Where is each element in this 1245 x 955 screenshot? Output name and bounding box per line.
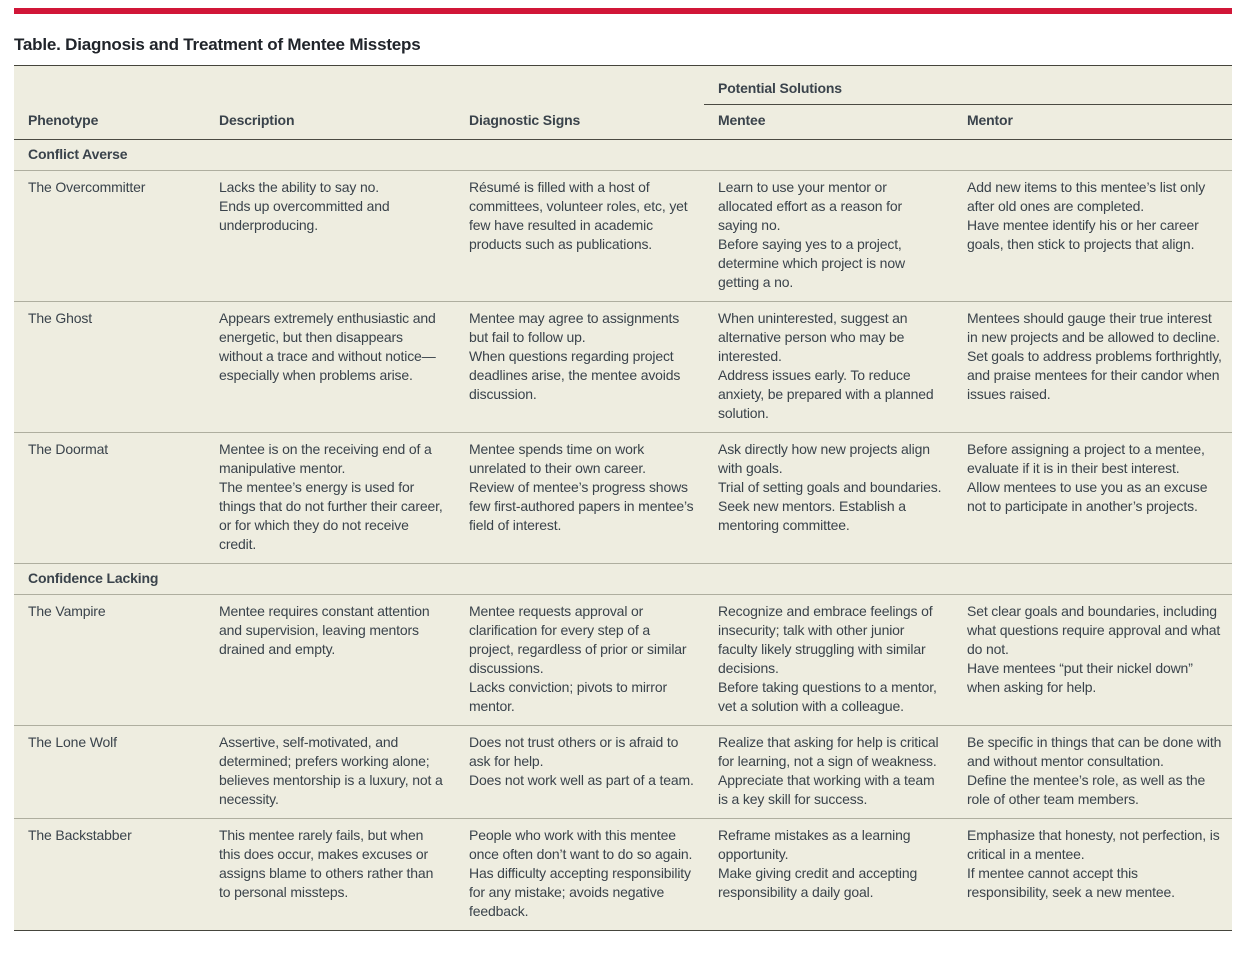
cell-paragraph: Set clear goals and boundaries, including what questions require approval and what do not.: [967, 603, 1221, 657]
cell-paragraph: Appears extremely enthusiastic and energetic, but then disappears without a trace and without notice—especially when problems arise.: [219, 310, 436, 383]
cell-paragraph: If mentee cannot accept this responsibility, seek a new mentee.: [967, 865, 1175, 900]
phenotype-label: The Ghost: [28, 310, 93, 326]
column-header-phenotype: Phenotype: [14, 105, 205, 140]
column-header-diagnostic-signs: Diagnostic Signs: [455, 105, 704, 140]
diagnostic-signs-cell: [455, 595, 704, 726]
mentee-solution-cell: [704, 819, 953, 931]
cell-paragraph: When uninterested, suggest an alternative person who may be interested.: [718, 310, 908, 364]
table-header: [14, 66, 1232, 140]
table-title: Table. Diagnosis and Treatment of Mentee Missteps: [14, 34, 1232, 66]
diagnostic-signs-cell: [455, 302, 704, 433]
diagnostic-signs-cell: [455, 171, 704, 302]
description-cell: [205, 302, 455, 433]
description-cell: [205, 595, 455, 726]
cell-paragraph: Does not trust others or is afraid to ask for help.: [469, 734, 679, 769]
cell-paragraph: Before taking questions to a mentor, vet a solution with a colleague.: [718, 679, 937, 714]
cell-paragraph: Recognize and embrace feelings of insecurity; talk with other junior faculty likely struggling with similar decisions.: [718, 603, 933, 676]
column-header-mentor: Mentor: [953, 105, 1232, 140]
cell-paragraph: Emphasize that honesty, not perfection, is critical in a mentee.: [967, 827, 1220, 862]
mentor-solution-cell: [953, 171, 1232, 302]
mentor-solution-cell: [953, 302, 1232, 433]
cell-paragraph: Does not work well as part of a team.: [469, 772, 694, 788]
cell-paragraph: This mentee rarely fails, but when this does occur, makes excuses or assigns blame to others rather than to personal missteps.: [219, 827, 434, 900]
cell-paragraph: Ends up overcommitted and underproducing.: [219, 198, 390, 233]
section-header-confidence-lacking: [14, 564, 1232, 595]
column-header-mentee: Mentee: [704, 105, 953, 140]
cell-paragraph: Assertive, self-motivated, and determined; prefers working alone; believes mentorship is a luxury, not a necessity.: [219, 734, 443, 807]
phenotype-label: The Lone Wolf: [28, 734, 117, 750]
phenotype-cell: [14, 726, 205, 819]
diagnostic-signs-cell: [455, 433, 704, 564]
phenotype-label: The Overcommitter: [28, 179, 146, 195]
header-spacer: [14, 66, 704, 105]
cell-paragraph: Mentee requests approval or clarification for every step of a project, regardless of prior or similar discussions.: [469, 603, 687, 676]
mentee-solution-cell: [704, 433, 953, 564]
cell-paragraph: Review of mentee’s progress shows few first-authored papers in mentee’s field of interest.: [469, 479, 694, 533]
table-row-the-ghost: [14, 302, 1232, 433]
cell-paragraph: Ask directly how new projects align with goals.: [718, 441, 930, 476]
mentor-solution-cell: [953, 819, 1232, 931]
cell-paragraph: Have mentee identify his or her career goals, then stick to projects that align.: [967, 217, 1199, 252]
cell-paragraph: Be specific in things that can be done with and without mentor consultation.: [967, 734, 1222, 769]
section-header-conflict-averse: [14, 140, 1232, 171]
cell-paragraph: Résumé is filled with a host of committees, volunteer roles, etc, yet few have resulted in academic products such as publications.: [469, 179, 688, 252]
mentor-solution-cell: [953, 433, 1232, 564]
cell-paragraph: Make giving credit and accepting responsibility a daily goal.: [718, 865, 918, 900]
mentee-solution-cell: [704, 595, 953, 726]
cell-paragraph: Define the mentee’s role, as well as the role of other team members.: [967, 772, 1206, 807]
table-row-the-vampire: [14, 595, 1232, 726]
column-group-header-potential-solutions: Potential Solutions: [704, 66, 1232, 105]
table-row-the-doormat: [14, 433, 1232, 564]
cell-paragraph: Realize that asking for help is critical for learning, not a sign of weakness.: [718, 734, 939, 769]
cell-paragraph: Allow mentees to use you as an excuse not to participate in another’s projects.: [967, 479, 1208, 514]
cell-paragraph: Mentee is on the receiving end of a manipulative mentor.: [219, 441, 432, 476]
solutions-header-row: [14, 66, 1232, 105]
section-title: Conflict Averse: [14, 140, 1232, 171]
table-top-accent-bar: [14, 8, 1232, 14]
phenotype-cell: [14, 819, 205, 931]
cell-paragraph: People who work with this mentee once often don’t want to do so again.: [469, 827, 693, 862]
mentee-missteps-table: [14, 66, 1232, 931]
cell-paragraph: Trial of setting goals and boundaries.: [718, 479, 942, 495]
section-title: Confidence Lacking: [14, 564, 1232, 595]
diagnostic-signs-cell: [455, 819, 704, 931]
cell-paragraph: Mentee may agree to assignments but fail to follow up.: [469, 310, 680, 345]
mentee-solution-cell: [704, 171, 953, 302]
description-cell: [205, 819, 455, 931]
phenotype-cell: [14, 595, 205, 726]
mentor-solution-cell: [953, 726, 1232, 819]
description-cell: [205, 433, 455, 564]
cell-paragraph: Lacks the ability to say no.: [219, 179, 379, 195]
cell-paragraph: Before assigning a project to a mentee, evaluate if it is in their best interest.: [967, 441, 1205, 476]
mentor-solution-cell: [953, 595, 1232, 726]
cell-paragraph: Lacks conviction; pivots to mirror mentor.: [469, 679, 667, 714]
description-cell: [205, 726, 455, 819]
table-row-the-overcommitter: [14, 171, 1232, 302]
column-header-description: Description: [205, 105, 455, 140]
main-header-row: [14, 105, 1232, 140]
cell-paragraph: Have mentees “put their nickel down” when asking for help.: [967, 660, 1193, 695]
phenotype-cell: [14, 302, 205, 433]
cell-paragraph: Learn to use your mentor or allocated effort as a reason for saying no.: [718, 179, 903, 233]
table-row-the-lone-wolf: [14, 726, 1232, 819]
cell-paragraph: When questions regarding project deadlines arise, the mentee avoids discussion.: [469, 348, 681, 402]
description-cell: [205, 171, 455, 302]
cell-paragraph: Appreciate that working with a team is a key skill for success.: [718, 772, 935, 807]
cell-paragraph: Mentee requires constant attention and supervision, leaving mentors drained and empty.: [219, 603, 430, 657]
cell-paragraph: Mentee spends time on work unrelated to their own career.: [469, 441, 646, 476]
phenotype-label: The Vampire: [28, 603, 106, 619]
phenotype-label: The Backstabber: [28, 827, 132, 843]
phenotype-label: The Doormat: [28, 441, 109, 457]
cell-paragraph: Before saying yes to a project, determine which project is now getting a no.: [718, 236, 905, 290]
cell-paragraph: Seek new mentors. Establish a mentoring committee.: [718, 498, 906, 533]
cell-paragraph: Add new items to this mentee’s list only after old ones are completed.: [967, 179, 1206, 214]
cell-paragraph: Address issues early. To reduce anxiety, be prepared with a planned solution.: [718, 367, 934, 421]
table-row-the-backstabber: [14, 819, 1232, 931]
cell-paragraph: Has difficulty accepting responsibility for any mistake; avoids negative feedback.: [469, 865, 691, 919]
phenotype-cell: [14, 171, 205, 302]
mentee-solution-cell: [704, 726, 953, 819]
phenotype-cell: [14, 433, 205, 564]
cell-paragraph: Reframe mistakes as a learning opportunity.: [718, 827, 911, 862]
cell-paragraph: Mentees should gauge their true interest in new projects and be allowed to decline. Set goals to address problems forthrightly, and praise mentees for their candor when issues raised.: [967, 310, 1222, 402]
mentee-solution-cell: [704, 302, 953, 433]
diagnostic-signs-cell: [455, 726, 704, 819]
cell-paragraph: The mentee’s energy is used for things that do not further their career, or for which they do not receive credit.: [219, 479, 443, 552]
